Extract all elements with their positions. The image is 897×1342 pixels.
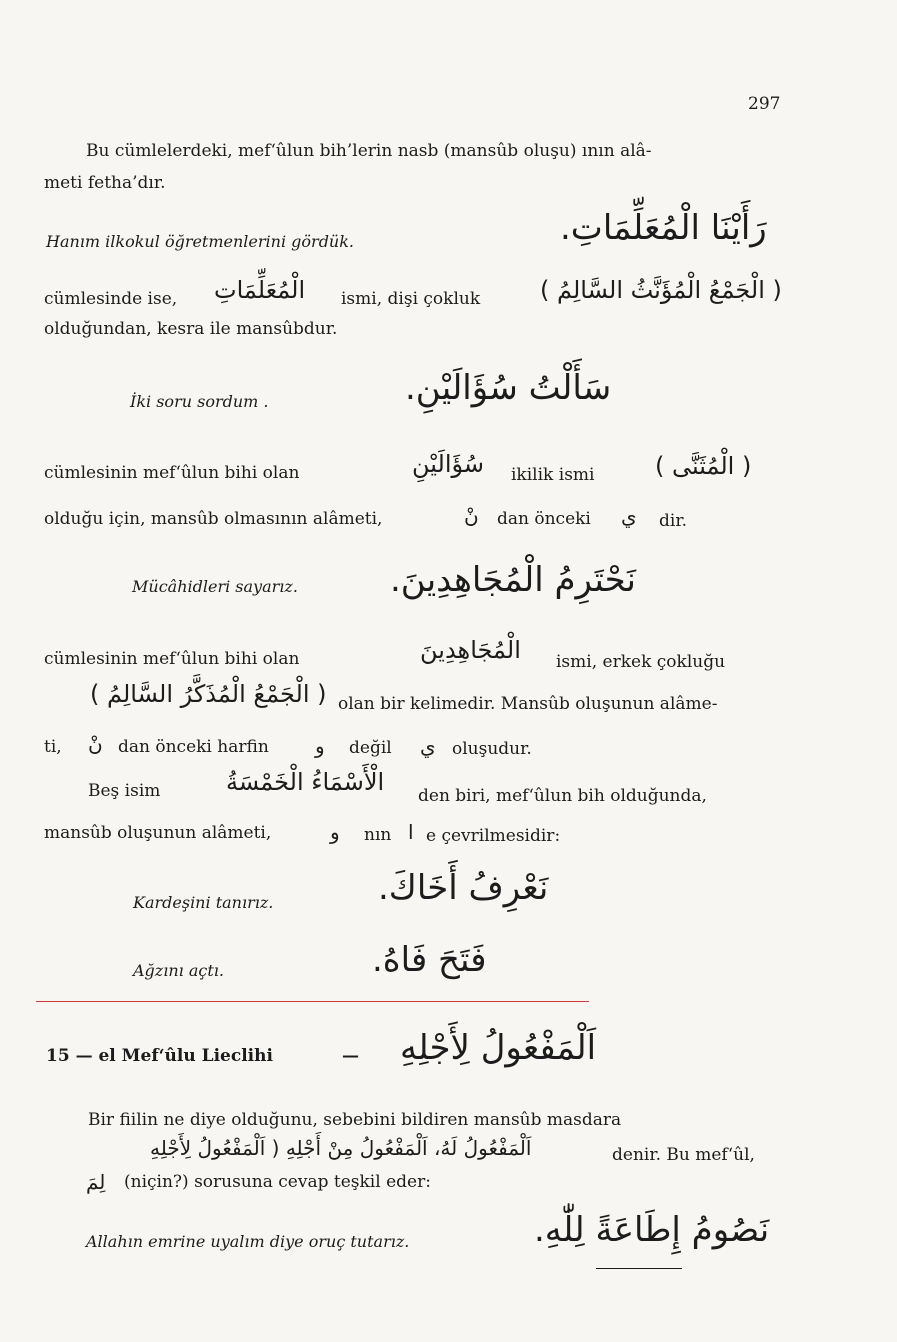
example-6-arabic: نَصُومُ إِطَاعَةً لِلّٰهِ. xyxy=(534,1210,770,1250)
example-5-arabic: فَتَحَ فَاهُ. xyxy=(372,940,487,980)
s1-text-b: ismi, dişi çokluk xyxy=(341,289,481,309)
intro-line-1: Bu cümlelerdeki, mef‘ûlun bih’lerin nasb (mansûb oluşu) ının alâ- xyxy=(86,141,652,161)
p2-arabic-1: اَلْمَفْعُولُ لَهُ، اَلْمَفْعُولُ مِنْ أَجْلِهِ ( اَلْمَفْعُولُ لِأَجْلِهِ xyxy=(150,1136,532,1160)
s1-text-a: cümlesinde ise, xyxy=(44,289,178,309)
s3-arabic-5: ي xyxy=(420,734,436,758)
page-number: 297 xyxy=(748,94,781,114)
s2-arabic-4: ي xyxy=(621,504,637,528)
example-4-translation: Kardeşini tanırız. xyxy=(133,893,274,912)
s2-text-e: dir. xyxy=(659,511,687,531)
s3-text-b: ismi, erkek çokluğu xyxy=(556,652,726,672)
s2-arabic-3: نْ xyxy=(464,504,479,528)
s3-arabic-1: الْمُجَاهِدِينَ xyxy=(420,636,521,664)
example-6-underline xyxy=(596,1268,682,1269)
example-1-arabic: رَأَيْنَا الْمُعَلِّمَاتِ. xyxy=(560,208,767,248)
intro-line-2: meti fetha’dır. xyxy=(44,173,166,193)
s2-text-a: cümlesinin mef‘ûlun bihi olan xyxy=(44,463,300,483)
s4-arabic-3: ا xyxy=(408,820,414,844)
s3-text-e: dan önceki harfin xyxy=(118,737,269,757)
s4-text-d: nın xyxy=(364,825,392,845)
s1-arabic-2: ( الْجَمْعُ الْمُؤَنَّثُ السَّالِمُ ) xyxy=(540,276,782,304)
s2-text-b: ikilik ismi xyxy=(511,465,595,485)
section-title: 15 — el Mef‘ûlu Lieclihi xyxy=(46,1046,273,1066)
s3-text-d: ti, xyxy=(44,737,62,757)
s2-text-d: dan önceki xyxy=(497,509,591,529)
s3-arabic-4: و xyxy=(315,734,325,758)
example-1-translation: Hanım ilkokul öğretmenlerini gördük. xyxy=(46,232,355,251)
s3-text-c: olan bir kelimedir. Mansûb oluşunun alâme- xyxy=(338,694,718,714)
example-4-arabic: نَعْرِفُ أَخَاكَ. xyxy=(378,868,549,908)
example-5-translation: Ağzını açtı. xyxy=(133,961,224,980)
s2-arabic-2: ( الْمُثَنَّى ) xyxy=(655,452,752,480)
p2-text-c: (niçin?) sorusuna cevap teşkil eder: xyxy=(124,1172,431,1192)
s2-arabic-1: سُؤَالَيْنِ xyxy=(412,450,484,478)
s1-text-c: olduğundan, kesra ile mansûbdur. xyxy=(44,319,338,339)
s4-text-a: Beş isim xyxy=(88,781,161,801)
p2-arabic-2: لِمَ xyxy=(86,1170,106,1194)
p2-line-1: Bir fiilin ne diye olduğunu, sebebini bildiren mansûb masdara xyxy=(88,1110,622,1130)
s4-arabic-2: و xyxy=(330,820,340,844)
section-dash: — xyxy=(342,1046,359,1066)
example-2-translation: İki soru sordum . xyxy=(130,392,269,411)
example-2-arabic: سَأَلْتُ سُؤَالَيْنِ. xyxy=(405,368,612,408)
s3-text-a: cümlesinin mef‘ûlun bihi olan xyxy=(44,649,300,669)
p2-text-b: denir. Bu mef‘ûl, xyxy=(612,1145,755,1165)
s2-text-c: olduğu için, mansûb olmasının alâmeti, xyxy=(44,509,383,529)
s3-arabic-2: ( الْجَمْعُ الْمُذَكَّرُ السَّالِمُ ) xyxy=(90,680,327,708)
s3-arabic-3: نْ xyxy=(88,732,103,756)
red-divider-line xyxy=(36,1001,589,1002)
s4-arabic-1: الْأَسْمَاءُ الْخَمْسَةُ xyxy=(226,768,385,796)
s4-text-c: mansûb oluşunun alâmeti, xyxy=(44,823,272,843)
s4-text-b: den biri, mef‘ûlun bih olduğunda, xyxy=(418,786,707,806)
section-title-arabic: اَلْمَفْعُولُ لِأَجْلِهِ xyxy=(400,1028,597,1068)
s3-text-f: değil xyxy=(349,738,392,758)
s3-text-g: oluşudur. xyxy=(452,739,532,759)
example-6-translation: Allahın emrine uyalım diye oruç tutarız. xyxy=(86,1232,410,1251)
s4-text-e: e çevrilmesidir: xyxy=(426,826,561,846)
s1-arabic-1: الْمُعَلِّمَاتِ xyxy=(214,276,306,304)
example-3-arabic: نَحْتَرِمُ الْمُجَاهِدِينَ. xyxy=(390,560,636,600)
example-3-translation: Mücâhidleri sayarız. xyxy=(132,577,298,596)
